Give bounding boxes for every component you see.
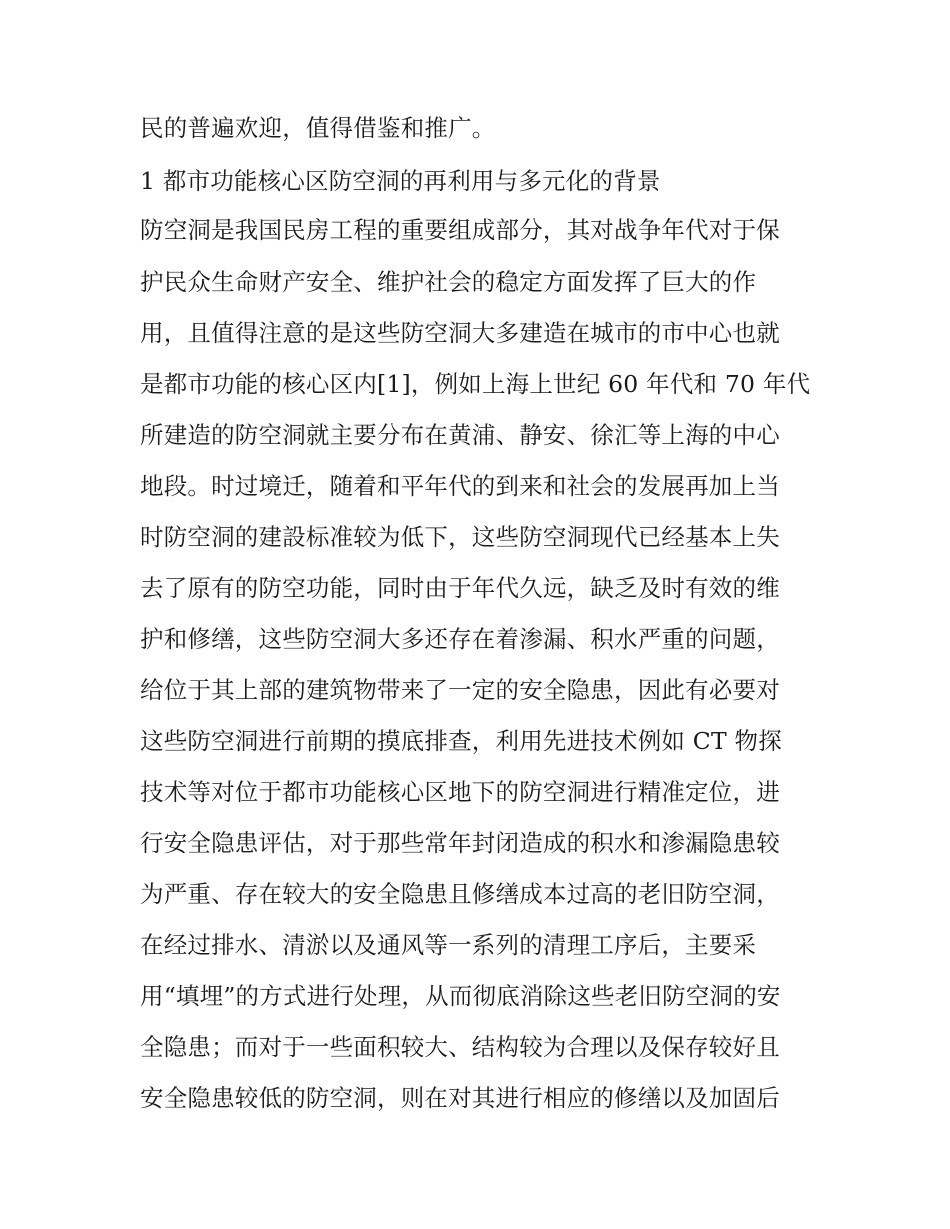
paragraph-line: 行安全隐患评估，对于那些常年封闭造成的积水和渗漏隐患较 — [140, 829, 780, 857]
paragraph-line: 全隐患；而对于一些面积较大、结构较为合理以及保存较好且 — [140, 1033, 780, 1061]
paragraph-line: 用“填埋”的方式进行处理，从而彻底消除这些老旧防空洞的安 — [140, 982, 781, 1010]
paragraph-line: 地段。时过境迁，随着和平年代的到来和社会的发展再加上当 — [140, 472, 780, 500]
paragraph-line: 是都市功能的核心区内[1]，例如上海上世纪 60 年代和 70 年代 — [140, 370, 811, 398]
paragraph-line: 为严重、存在较大的安全隐患且修缮成本过高的老旧防空洞， — [140, 880, 780, 908]
paragraph-line: 用，且值得注意的是这些防空洞大多建造在城市的市中心也就 — [140, 319, 780, 347]
paragraph-line: 时防空洞的建設标准较为低下，这些防空洞现代已经基本上失 — [140, 523, 780, 551]
paragraph-line: 防空洞是我国民房工程的重要组成部分，其对战争年代对于保 — [140, 216, 780, 244]
paragraph-line: 护和修缮，这些防空洞大多还存在着渗漏、积水严重的问题， — [140, 625, 780, 653]
intro-line: 民的普遍欢迎，值得借鉴和推广。 — [140, 114, 496, 142]
paragraph-line: 护民众生命财产安全、维护社会的稳定方面发挥了巨大的作 — [140, 268, 757, 296]
paragraph-line: 技术等对位于都市功能核心区地下的防空洞进行精准定位，进 — [140, 778, 780, 806]
section-heading: 1 都市功能核心区防空洞的再利用与多元化的背景 — [140, 167, 661, 195]
paragraph-line: 在经过排水、清淤以及通风等一系列的清理工序后，主要采 — [140, 931, 757, 959]
paragraph-line: 去了原有的防空功能，同时由于年代久远，缺乏及时有效的维 — [140, 574, 780, 602]
paragraph-line: 所建造的防空洞就主要分布在黄浦、静安、徐汇等上海的中心 — [140, 421, 780, 449]
paragraph-line: 这些防空洞进行前期的摸底排查，利用先进技术例如 CT 物探 — [140, 727, 782, 755]
paragraph-line: 安全隐患较低的防空洞，则在对其进行相应的修缮以及加固后 — [140, 1084, 780, 1112]
paragraph-line: 给位于其上部的建筑物带来了一定的安全隐患，因此有必要对 — [140, 676, 780, 704]
